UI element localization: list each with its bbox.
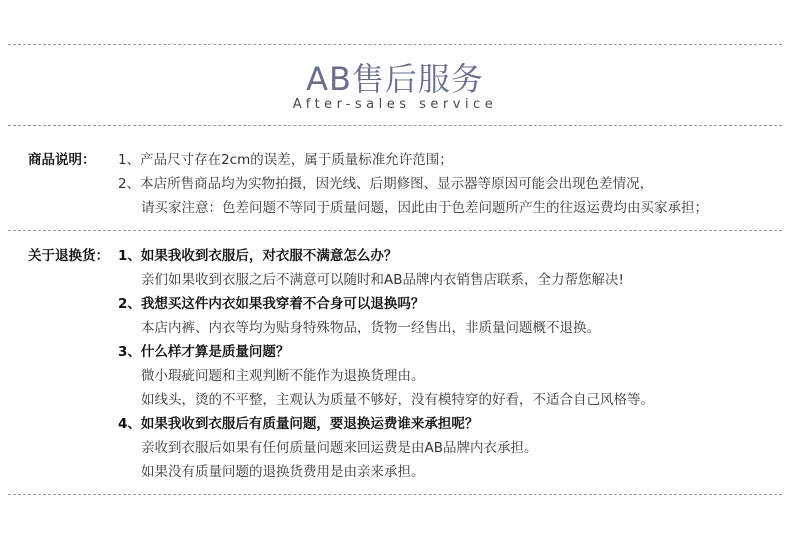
- section-divider: [8, 230, 782, 231]
- page-subtitle: After-sales service: [292, 97, 498, 112]
- faq-answer-3-2: 如线头，烫的不平整，主观认为质量不够好，没有模特穿的好看，不适合自己风格等。: [141, 392, 654, 408]
- faq-question-2: 2、我想买这件内衣如果我穿着不合身可以退换吗？: [118, 296, 425, 312]
- faq-answer-4-1: 亲收到衣服后如果有任何质量问题来回运费是由AB品牌内衣承担。: [141, 440, 538, 456]
- faq-question-1: 1、如果我收到衣服后，对衣服不满意怎么办？: [118, 248, 398, 264]
- bottom-divider: [8, 494, 782, 495]
- faq-answer-1-1: 亲们如果收到衣服之后不满意可以随时和AB品牌内衣销售店联系，全力帮您解决!: [141, 272, 624, 288]
- faq-question-4: 4、如果我收到衣服后有质量问题，要退换运费谁来承担呢？: [118, 416, 479, 432]
- product-line-3: 请买家注意：色差问题不等同于质量问题，因此由于色差问题所产生的往返运费均由买家承担；: [141, 200, 708, 216]
- faq-answer-2-1: 本店内裤、内衣等均为贴身特殊物品，货物一经售出，非质量问题概不退换。: [141, 320, 600, 336]
- faq-answer-4-2: 如果没有质量问题的退换货费用是由亲来承担。: [141, 464, 425, 480]
- product-line-2: 2、本店所售商品均为实物拍摄，因光线、后期修图、显示器等原因可能会出现色差情况，: [118, 176, 654, 192]
- faq-question-3: 3、什么样才算是质量问题？: [118, 344, 290, 360]
- return-section-label: 关于退换货：: [28, 248, 109, 264]
- header-divider: [8, 125, 782, 126]
- product-line-1: 1、产品尺寸存在2cm的误差，属于质量标准允许范围；: [118, 152, 453, 168]
- faq-answer-3-1: 微小瑕疵问题和主观判断不能作为退换货理由。: [141, 368, 425, 384]
- page-title: AB售后服务: [306, 60, 484, 98]
- product-section-label: 商品说明：: [28, 152, 96, 168]
- top-divider: [8, 44, 782, 45]
